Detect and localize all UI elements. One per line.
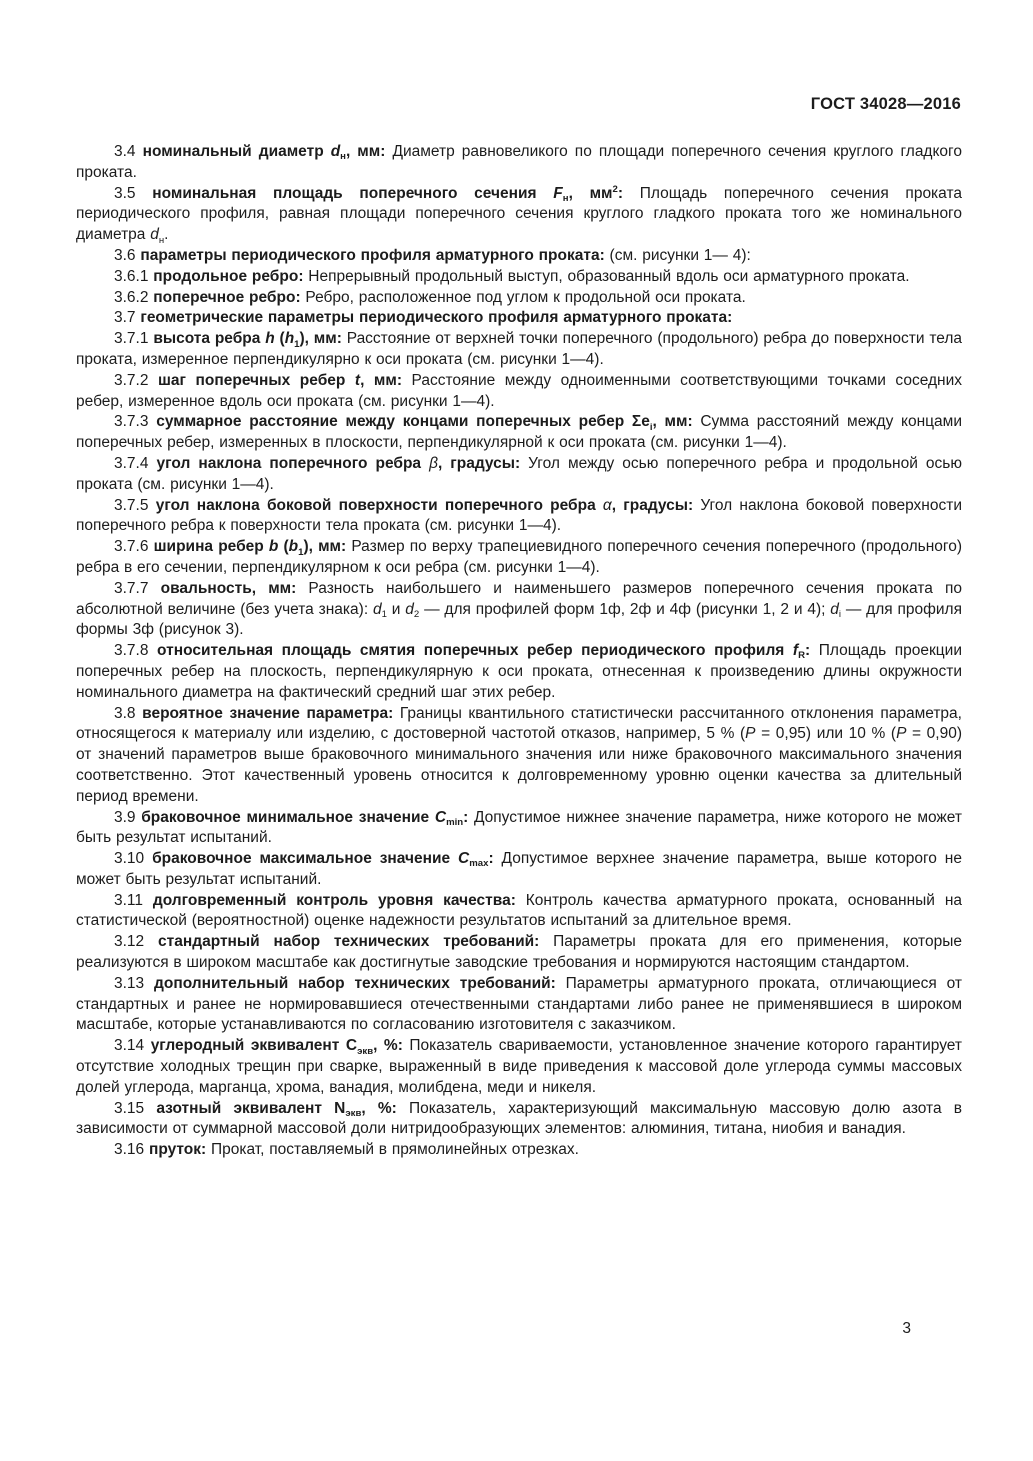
text-run: 3.7.7 [114,579,161,597]
text-run: Разность наибольшего и наименьшего размеров поперечного сечения проката по абсолютной величине (без учета знака): [76,579,962,618]
text-run: Показатель свариваемости, установленное значение которого гарантирует отсутствие холодных трещин при сварке, выраженный в виде приведения к массовой доле углерода суммы массовых долей углерода, марганца, хрома, ванадия, молибдена, меди и никеля. [76,1037,962,1096]
paragraph [76,371,962,413]
text-run: относительная площадь смятия поперечных ребер периодического профиля [157,642,793,660]
text-run: d [372,600,382,618]
text-run: 2 [413,608,420,620]
text-run: продольное ребро: [153,267,304,285]
text-run: поперечное ребро: [153,288,301,306]
text-run: t [354,371,361,389]
text-run: углеродный эквивалент C [150,1037,358,1055]
text-run: 3.12 [114,933,159,951]
paragraph [76,891,962,933]
text-run: угол наклона поперечного ребра [156,454,430,472]
paragraph [76,1140,962,1161]
text-run: Показатель, характеризующий максимальную массовую долю азота в зависимости от суммарной массовой доли нитридообразующих элементов: алюминия, титана, ниобия и ванадия. [76,1099,962,1138]
text-run: Ребро, расположенное под углом к продольной оси проката. [300,288,746,306]
text-run: дополнительный набор технических требований: [154,974,556,992]
paragraph [76,142,962,184]
text-run: н [158,234,165,246]
text-run: вероятное значение параметра: [142,704,394,722]
text-run: браковочное максимальное значение [152,850,459,868]
text-run: 3.7.1 [114,330,154,348]
text-run: F [553,184,563,202]
text-run: (см. рисунки 1— 4): [604,246,751,264]
text-run: , градусы: [611,496,694,514]
paragraph [76,329,962,371]
paragraph [76,704,962,808]
text-run: параметры периодического профиля арматурного проката: [140,246,605,264]
paragraph [76,849,962,891]
text-run: и [386,600,406,618]
text-run: азотный эквивалент N [156,1099,346,1117]
text-run: α [602,496,612,514]
text-run: , градусы: [437,454,521,472]
text-run: ( [278,538,289,556]
paragraph [76,932,962,974]
text-run: b [288,538,299,556]
text-run: номинальный диаметр [142,143,331,160]
text-run: f [792,642,799,660]
text-run: , мм [568,184,613,202]
text-run: P [745,725,756,743]
text-run: 3.4 [114,143,143,160]
text-run: d [830,600,839,618]
paragraph [76,288,962,309]
text-run: 3.7.5 [114,496,156,514]
text-run: 3.16 [114,1141,149,1159]
text-run: max [469,858,489,870]
paragraph [76,974,962,1036]
text-run: Площадь проекции поперечных ребер на плоскость, перпендикулярную к оси проката, отнесенная к произведению длины окружности номинального диаметра на фактический средний шаг этих ребер. [76,642,962,701]
text-run: C [434,808,447,826]
paragraph [76,537,962,579]
text-run: 1 [294,338,300,350]
text-run: Параметры проката для его применения, которые реализуются в широком масштабе как достигнутые заводские требования и нормируются настоящим стандартом. [76,933,962,972]
text-run: R [798,650,806,662]
text-run: , мм: [360,371,403,389]
text-run: ( [274,330,285,348]
paragraph [76,496,962,538]
text-run: долговременный контроль уровня качества: [152,891,516,909]
text-run: номинальная площадь поперечного сечения [152,184,554,202]
text-run: 3.7.8 [114,642,158,660]
text-run: : [805,642,811,660]
text-run: Допустимое верхнее значение параметра, выше которого не может быть результат испытаний. [76,850,962,888]
text-run: Расстояние между одноименными соответствующими точками соседних ребер, измеренное вдоль оси проката (см. рисунки 1—4). [76,371,962,410]
text-run: : [488,850,494,868]
text-run: Диаметр равновеликого по площади поперечного сечения круглого гладкого проката. [76,143,962,181]
text-run: h [284,330,295,348]
text-run: Расстояние от верхней точки поперечного (продольного) ребра до поверхности тела проката, измеренное перпендикулярно к оси проката (см. рисунки 1—4). [76,330,963,368]
text-run: 3.11 [114,891,153,909]
paragraph [76,454,962,496]
text-run: : [617,184,624,202]
text-run: 3.7.6 [114,538,154,556]
text-run: 3.7 [114,309,141,327]
paragraph [76,308,962,329]
text-run: Угол наклона боковой поверхности поперечного ребра к поверхности тела проката (см. рисунки 1—4). [76,496,962,535]
text-run: P [896,725,907,743]
text-run: 3.10 [114,850,153,868]
paragraph [76,1036,962,1098]
text-run: 3.6 [114,246,141,264]
text-run: Прокат, поставляемый в прямолинейных отрезках. [206,1141,579,1159]
text-run: Границы квантильного статистически рассчитанного отклонения параметра, относящегося к материалу или изделию, с достоверной частотой отказов, например, 5 % ( [76,704,962,743]
text-run: угол наклона боковой поверхности поперечного ребра [155,496,603,514]
paragraph [76,267,962,288]
text-run: Угол между осью поперечного ребра и продольной осью проката (см. рисунки 1—4). [76,454,962,493]
text-run: 3.6.1 [114,267,154,285]
text-run: , %: [361,1099,397,1117]
paragraph [76,412,962,454]
text-run: ), мм: [299,330,342,348]
text-run: Контроль качества арматурного проката, основанный на статистической (вероятностной) оценке надежности результатов испытаний за длительное время. [76,891,962,930]
text-run: Площадь поперечного сечения проката периодического профиля, равная площади поперечного сечения круглого гладкого проката того же номинального диаметра [76,184,963,244]
text-run: , мм: [345,143,386,160]
text-run: экв [357,1045,374,1057]
text-run: овальность, мм: [160,579,297,597]
text-run: н [340,151,346,163]
text-run: Размер по верху трапециевидного поперечного сечения поперечного (продольного) ребра в его сечении, перпендикулярном к оси ребра (см. рисунки 1—4). [76,538,963,576]
text-run: 3.7.2 [114,371,159,389]
text-run: d [150,226,159,244]
text-run: экв [345,1108,362,1120]
text-run: = 0,90) от значений параметров выше браковочного минимального значения или ниже браковочного максимального значения соответственно. Этот качественный уровень относится к долговременному уровню оценки качества за длительный период времени. [76,725,963,805]
document-body [76,142,962,1161]
text-run: , мм: [652,413,693,431]
text-run: Сумма расстояний между концами поперечных ребер, измеренных в плоскости, перпендикулярной к оси проката (см. рисунки 1—4). [76,413,962,452]
text-run: h [265,330,275,348]
text-run: : [463,808,469,826]
text-run: C [458,850,470,868]
text-run: 1 [381,608,387,620]
standard-designation-header: ГОСТ 34028—2016 [810,95,961,113]
text-run: стандартный набор технических требований: [158,933,540,951]
text-run: пруток: [148,1141,207,1159]
text-run: 3.8 [114,704,143,722]
text-run: суммарное расстояние между концами поперечных ребер Σe [156,413,650,431]
text-run: 3.7.3 [114,413,157,431]
text-run: Допустимое нижнее значение параметра, ниже которого не может быть результат испытаний. [76,808,962,847]
text-run: шаг поперечных ребер [158,371,355,389]
text-run: Параметры арматурного проката, отличающиеся от стандартных и ранее не нормировавшиеся отечественными стандартами либо ранее не применявшиеся в широком масштабе, которые устанавливаются по согласованию изготовителя с заказчиком. [76,974,962,1034]
text-run: 3.13 [114,974,155,992]
page-number: 3 [902,1320,911,1337]
text-run: i [838,608,842,620]
text-run: b [268,538,279,556]
text-run: d [330,143,341,160]
text-run: 3.9 [114,808,142,826]
paragraph [76,808,962,850]
text-run: = 0,95) или 10 % ( [755,725,897,743]
text-run: высота ребра [153,330,266,348]
paragraph [76,641,962,703]
text-run: 3.14 [114,1037,151,1055]
text-run: — для профиля формы 3ф (рисунок 3). [76,600,962,639]
text-run: Непрерывный продольный выступ, образованный вдоль оси арматурного проката. [303,267,910,285]
text-run: β [429,454,438,472]
text-run: , %: [373,1037,403,1055]
paragraph [76,1099,962,1141]
text-run: i [649,421,653,433]
text-run: 3.15 [114,1099,157,1117]
text-run: 3.5 [114,184,153,202]
text-run: — для профилей форм 1ф, 2ф и 4ф (рисунки 1, 2 и 4); [419,600,831,618]
text-run: ), мм: [303,538,347,556]
text-run: ширина ребер [153,538,269,556]
text-run: 2 [612,184,618,196]
text-run: браковочное минимальное значение [141,808,435,826]
text-run: min [446,816,464,828]
text-run: н [562,192,569,204]
text-run: . [164,226,169,244]
text-run: d [405,600,414,618]
paragraph [76,579,962,641]
paragraph [76,184,962,246]
text-run: 3.6.2 [114,288,154,306]
text-run: 3.7.4 [114,454,157,472]
paragraph [76,246,962,267]
text-run: 1 [298,546,304,558]
text-run: геометрические параметры периодического профиля арматурного проката: [140,309,733,327]
